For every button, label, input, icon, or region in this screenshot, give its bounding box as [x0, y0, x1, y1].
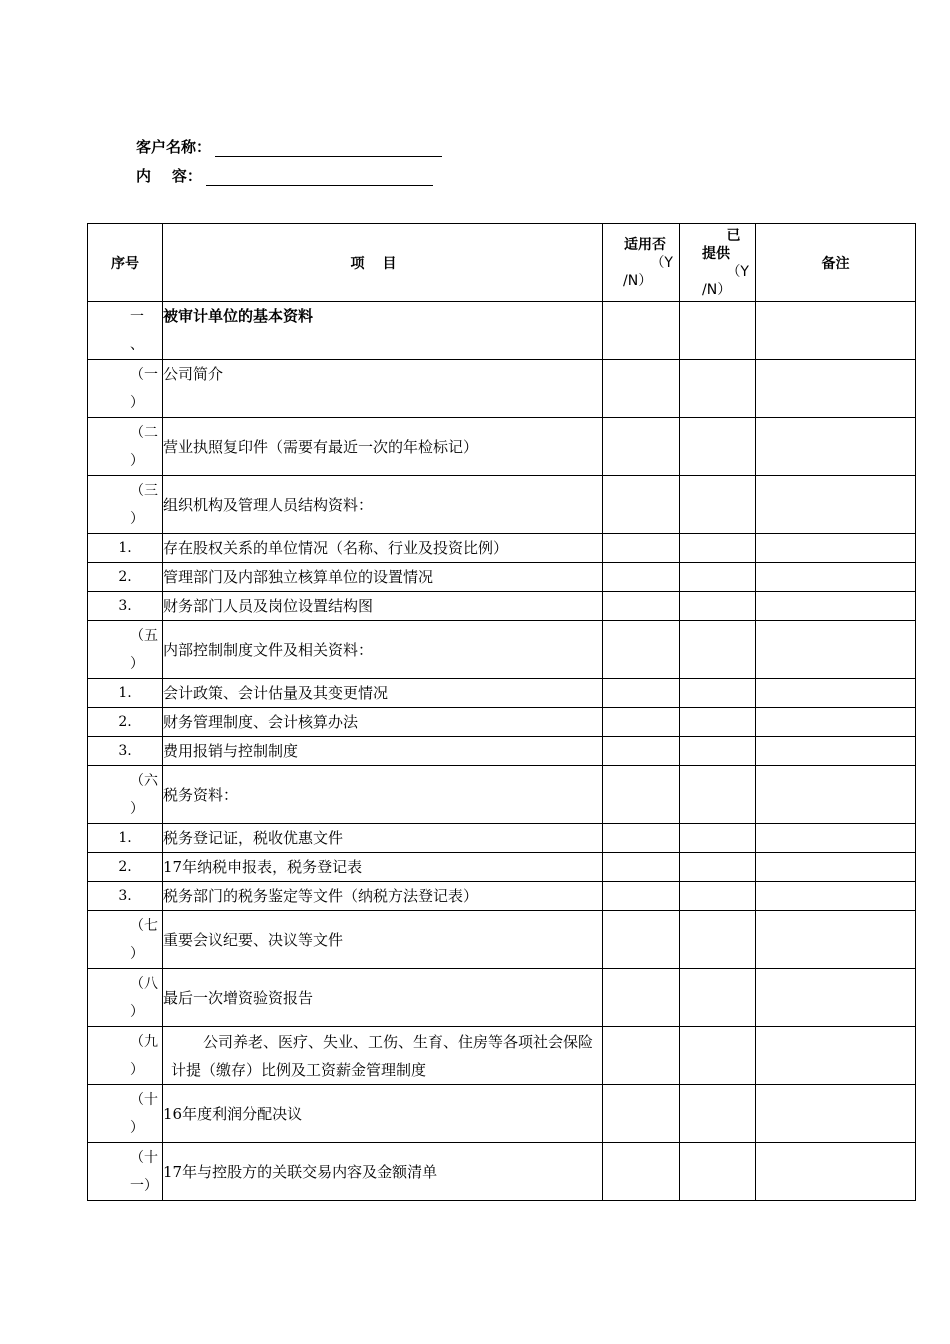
row-provided-cell[interactable] [680, 679, 756, 708]
audit-materials-checklist [87, 223, 916, 1201]
row-applicable-cell[interactable] [603, 708, 680, 737]
row-seq-bottom: ） [130, 1119, 144, 1136]
row-seq-bottom: ） [130, 800, 144, 817]
row-note-cell[interactable] [756, 882, 916, 911]
row-applicable-cell[interactable] [603, 882, 680, 911]
row-seq: 1. [88, 824, 163, 853]
applicable-label-line3: /N） [623, 272, 653, 289]
row-applicable-cell[interactable] [603, 563, 680, 592]
provided-label-line0: 已 [726, 227, 741, 244]
row-applicable-cell[interactable] [603, 1085, 680, 1143]
client-name-field [136, 137, 442, 157]
row-seq-top: （十 [130, 1091, 158, 1108]
table-row [88, 679, 916, 708]
row-applicable-cell[interactable] [603, 302, 680, 360]
content-field [136, 166, 433, 186]
row-item: 财务管理制度、会计核算办法 [163, 708, 603, 737]
column-header-applicable [603, 224, 680, 302]
row-note-cell[interactable] [756, 1143, 916, 1201]
row-provided-cell[interactable] [680, 1143, 756, 1201]
column-header-item-label: 项目 [350, 255, 415, 272]
table-row [88, 882, 916, 911]
row-seq-top: （三 [130, 482, 158, 499]
row-item: 税务登记证，税收优惠文件 [163, 824, 603, 853]
column-header-item [163, 224, 603, 302]
client-name-blank[interactable] [215, 138, 442, 157]
table-row [88, 476, 916, 534]
row-seq [88, 1085, 163, 1143]
table-row [88, 1027, 916, 1085]
row-seq [88, 418, 163, 476]
row-note-cell[interactable] [756, 766, 916, 824]
row-note-cell[interactable] [756, 621, 916, 679]
row-seq [88, 911, 163, 969]
table-row [88, 766, 916, 824]
row-item: 16年度利润分配决议 [163, 1085, 603, 1143]
row-item: 财务部门人员及岗位设置结构图 [163, 592, 603, 621]
table-row [88, 592, 916, 621]
row-provided-cell[interactable] [680, 534, 756, 563]
table-row [88, 824, 916, 853]
row-seq-top: （七 [130, 917, 158, 934]
row-seq-top: （十 [130, 1149, 158, 1166]
row-seq-top: 一 [130, 308, 144, 325]
row-item: 税务资料： [163, 766, 603, 824]
row-seq-top: （五 [130, 627, 158, 644]
client-name-label: 客户名称： [136, 138, 212, 156]
checklist-body [88, 302, 916, 1201]
row-provided-cell[interactable] [680, 969, 756, 1027]
row-note-cell[interactable] [756, 302, 916, 360]
row-applicable-cell[interactable] [603, 621, 680, 679]
row-provided-cell[interactable] [680, 911, 756, 969]
row-applicable-cell[interactable] [603, 418, 680, 476]
row-provided-cell[interactable] [680, 708, 756, 737]
row-note-cell[interactable] [756, 476, 916, 534]
table-row [88, 418, 916, 476]
row-seq [88, 476, 163, 534]
table-row [88, 1085, 916, 1143]
row-item: 会计政策、会计估量及其变更情况 [163, 679, 603, 708]
row-seq-top: （一 [130, 366, 158, 383]
row-seq: 2. [88, 563, 163, 592]
row-item: 管理部门及内部独立核算单位的设置情况 [163, 563, 603, 592]
row-seq: 2. [88, 853, 163, 882]
row-item: 公司简介 [163, 360, 603, 418]
row-provided-cell[interactable] [680, 621, 756, 679]
row-note-cell[interactable] [756, 824, 916, 853]
row-seq-top: （九 [130, 1033, 158, 1050]
row-applicable-cell[interactable] [603, 824, 680, 853]
row-item: 公司养老、医疗、失业、工伤、生育、住房等各项社会保险计提（缴存）比例及工资薪金管理制度 [163, 1027, 603, 1085]
row-seq: 2. [88, 708, 163, 737]
row-note-cell[interactable] [756, 1085, 916, 1143]
table-row [88, 969, 916, 1027]
row-seq-top: （二 [130, 424, 158, 441]
row-provided-cell[interactable] [680, 418, 756, 476]
row-note-cell[interactable] [756, 534, 916, 563]
row-seq-bottom: ） [130, 1003, 144, 1020]
row-applicable-cell[interactable] [603, 360, 680, 418]
table-row [88, 563, 916, 592]
row-seq: 3. [88, 737, 163, 766]
row-seq-bottom: 、 [130, 336, 144, 353]
row-seq: 1. [88, 534, 163, 563]
row-applicable-cell[interactable] [603, 969, 680, 1027]
row-item: 内部控制制度文件及相关资料： [163, 621, 603, 679]
row-note-cell[interactable] [756, 563, 916, 592]
table-row [88, 621, 916, 679]
row-item: 重要会议纪要、决议等文件 [163, 911, 603, 969]
row-item: 17年与控股方的关联交易内容及金额清单 [163, 1143, 603, 1201]
column-header-seq: 序号 [88, 224, 163, 302]
row-item: 17年纳税申报表，税务登记表 [163, 853, 603, 882]
content-label: 内 容： [136, 167, 202, 185]
row-seq [88, 969, 163, 1027]
row-seq [88, 360, 163, 418]
row-applicable-cell[interactable] [603, 853, 680, 882]
row-note-cell[interactable] [756, 418, 916, 476]
table-row [88, 1143, 916, 1201]
row-seq-top: （六 [130, 772, 158, 789]
row-provided-cell[interactable] [680, 476, 756, 534]
table-row [88, 534, 916, 563]
row-provided-cell[interactable] [680, 592, 756, 621]
row-note-cell[interactable] [756, 911, 916, 969]
row-note-cell[interactable] [756, 592, 916, 621]
row-provided-cell[interactable] [680, 563, 756, 592]
row-seq [88, 1143, 163, 1201]
row-item: 费用报销与控制制度 [163, 737, 603, 766]
row-seq [88, 302, 163, 360]
row-applicable-cell[interactable] [603, 679, 680, 708]
row-provided-cell[interactable] [680, 360, 756, 418]
row-seq [88, 1027, 163, 1085]
row-provided-cell[interactable] [680, 302, 756, 360]
row-applicable-cell[interactable] [603, 766, 680, 824]
row-provided-cell[interactable] [680, 853, 756, 882]
table-row [88, 708, 916, 737]
row-seq: 3. [88, 592, 163, 621]
row-provided-cell[interactable] [680, 766, 756, 824]
provided-label-line2: （Y [726, 263, 749, 280]
row-note-cell[interactable] [756, 1027, 916, 1085]
row-item: 被审计单位的基本资料 [163, 302, 603, 360]
table-row [88, 737, 916, 766]
row-item: 组织机构及管理人员结构资料： [163, 476, 603, 534]
row-provided-cell[interactable] [680, 882, 756, 911]
row-seq-bottom: ） [130, 510, 144, 527]
row-seq-bottom: 一） [130, 1177, 158, 1194]
row-applicable-cell[interactable] [603, 1143, 680, 1201]
row-applicable-cell[interactable] [603, 911, 680, 969]
row-applicable-cell[interactable] [603, 592, 680, 621]
provided-label-line3: /N） [702, 281, 732, 298]
row-note-cell[interactable] [756, 360, 916, 418]
row-note-cell[interactable] [756, 737, 916, 766]
row-item: 税务部门的税务鉴定等文件（纳税方法登记表） [163, 882, 603, 911]
table-row [88, 911, 916, 969]
row-applicable-cell[interactable] [603, 737, 680, 766]
row-seq-bottom: ） [130, 394, 144, 411]
row-item: 营业执照复印件（需要有最近一次的年检标记） [163, 418, 603, 476]
row-applicable-cell[interactable] [603, 476, 680, 534]
provided-label-line1: 提供 [702, 245, 730, 262]
table-row [88, 360, 916, 418]
applicable-label-line2: （Y [650, 254, 673, 271]
row-applicable-cell[interactable] [603, 1027, 680, 1085]
row-seq: 3. [88, 882, 163, 911]
row-provided-cell[interactable] [680, 824, 756, 853]
row-seq-bottom: ） [130, 945, 144, 962]
row-seq-bottom: ） [130, 655, 144, 672]
row-seq-top: （八 [130, 975, 158, 992]
row-item: 最后一次增资验资报告 [163, 969, 603, 1027]
row-provided-cell[interactable] [680, 1027, 756, 1085]
row-seq-bottom: ） [130, 1061, 144, 1078]
table-header-row [88, 224, 916, 302]
row-provided-cell[interactable] [680, 737, 756, 766]
column-header-note: 备注 [756, 224, 916, 302]
row-provided-cell[interactable] [680, 1085, 756, 1143]
row-note-cell[interactable] [756, 969, 916, 1027]
row-seq-bottom: ） [130, 452, 144, 469]
row-applicable-cell[interactable] [603, 534, 680, 563]
content-blank[interactable] [206, 167, 433, 186]
row-note-cell[interactable] [756, 853, 916, 882]
row-seq: 1. [88, 679, 163, 708]
row-note-cell[interactable] [756, 708, 916, 737]
row-item: 存在股权关系的单位情况（名称、行业及投资比例） [163, 534, 603, 563]
row-seq [88, 766, 163, 824]
row-seq [88, 621, 163, 679]
column-header-provided [680, 224, 756, 302]
applicable-label-line1: 适用否 [624, 236, 666, 253]
table-row [88, 302, 916, 360]
row-note-cell[interactable] [756, 679, 916, 708]
table-row [88, 853, 916, 882]
